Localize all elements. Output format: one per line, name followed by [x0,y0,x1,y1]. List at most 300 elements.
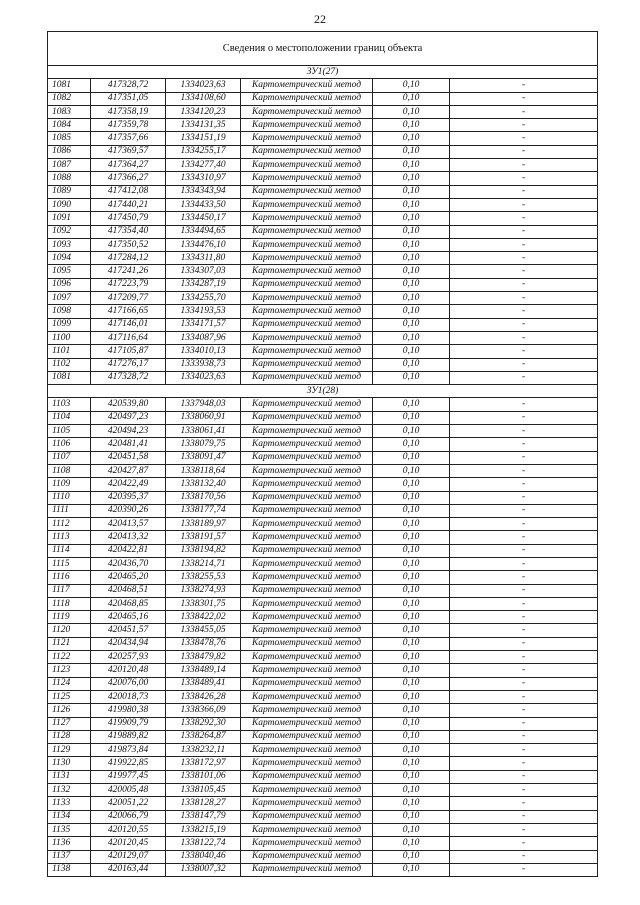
x-coordinate-cell: 419977,45 [91,770,166,783]
section-header-row [48,385,598,398]
point-number-cell: 1135 [48,823,91,836]
y-coordinate-cell: 1338189,97 [166,518,241,531]
table-row [48,863,598,876]
description-cell: - [450,358,598,371]
description-cell: - [450,690,598,703]
method-cell: Картометрический метод [241,265,373,278]
table-row [48,79,598,92]
precision-cell: 0,10 [373,597,450,610]
point-number-cell: 1099 [48,318,91,331]
point-number-cell: 1124 [48,677,91,690]
precision-cell: 0,10 [373,358,450,371]
x-coordinate-cell: 417364,27 [91,159,166,172]
method-cell: Картометрический метод [241,371,373,384]
x-coordinate-cell: 420413,57 [91,518,166,531]
x-coordinate-cell: 417366,27 [91,172,166,185]
precision-cell: 0,10 [373,837,450,850]
point-number-cell: 1127 [48,717,91,730]
point-number-cell: 1138 [48,863,91,876]
x-coordinate-cell: 420539,80 [91,398,166,411]
method-cell: Картометрический метод [241,92,373,105]
method-cell: Картометрический метод [241,331,373,344]
method-cell: Картометрический метод [241,704,373,717]
description-cell: - [450,278,598,291]
table-row [48,172,598,185]
x-coordinate-cell: 420427,87 [91,464,166,477]
point-number-cell: 1108 [48,464,91,477]
point-number-cell: 1094 [48,252,91,265]
section-header-row [48,66,598,79]
point-number-cell: 1117 [48,584,91,597]
description-cell: - [450,398,598,411]
precision-cell: 0,10 [373,744,450,757]
precision-cell: 0,10 [373,611,450,624]
precision-cell: 0,10 [373,478,450,491]
point-number-cell: 1107 [48,451,91,464]
x-coordinate-cell: 420129,07 [91,850,166,863]
method-cell: Картометрический метод [241,664,373,677]
x-coordinate-cell: 417351,05 [91,92,166,105]
method-cell: Картометрический метод [241,464,373,477]
method-cell: Картометрический метод [241,784,373,797]
precision-cell: 0,10 [373,464,450,477]
description-cell: - [450,225,598,238]
x-coordinate-cell: 417369,57 [91,145,166,158]
y-coordinate-cell: 1338091,47 [166,451,241,464]
table-row [48,132,598,145]
table-row [48,770,598,783]
y-coordinate-cell: 1338255,53 [166,571,241,584]
x-coordinate-cell: 419889,82 [91,730,166,743]
y-coordinate-cell: 1338292,30 [166,717,241,730]
precision-cell: 0,10 [373,863,450,876]
description-cell: - [450,611,598,624]
x-coordinate-cell: 420422,49 [91,478,166,491]
table-row [48,371,598,384]
point-number-cell: 1087 [48,159,91,172]
table-row [48,837,598,850]
method-cell: Картометрический метод [241,145,373,158]
x-coordinate-cell: 420018,73 [91,690,166,703]
table-row [48,810,598,823]
point-number-cell: 1082 [48,92,91,105]
y-coordinate-cell: 1338214,71 [166,557,241,570]
table-row [48,212,598,225]
method-cell: Картометрический метод [241,823,373,836]
method-cell: Картометрический метод [241,690,373,703]
y-coordinate-cell: 1334494,65 [166,225,241,238]
precision-cell: 0,10 [373,624,450,637]
point-number-cell: 1137 [48,850,91,863]
table-row [48,305,598,318]
x-coordinate-cell: 420468,85 [91,597,166,610]
precision-cell: 0,10 [373,451,450,464]
point-number-cell: 1115 [48,557,91,570]
method-cell: Картометрический метод [241,119,373,132]
description-cell: - [450,491,598,504]
x-coordinate-cell: 419873,84 [91,744,166,757]
point-number-cell: 1102 [48,358,91,371]
x-coordinate-cell: 417412,08 [91,185,166,198]
x-coordinate-cell: 420395,37 [91,491,166,504]
precision-cell: 0,10 [373,504,450,517]
y-coordinate-cell: 1338040,46 [166,850,241,863]
point-number-cell: 1097 [48,292,91,305]
y-coordinate-cell: 1338232,11 [166,744,241,757]
method-cell: Картометрический метод [241,611,373,624]
precision-cell: 0,10 [373,119,450,132]
y-coordinate-cell: 1334476,10 [166,238,241,251]
x-coordinate-cell: 420468,51 [91,584,166,597]
table-body [48,32,598,877]
point-number-cell: 1130 [48,757,91,770]
description-cell: - [450,159,598,172]
method-cell: Картометрический метод [241,425,373,438]
method-cell: Картометрический метод [241,850,373,863]
x-coordinate-cell: 419980,38 [91,704,166,717]
description-cell: - [450,637,598,650]
description-cell: - [450,770,598,783]
point-number-cell: 1116 [48,571,91,584]
table-row [48,637,598,650]
point-number-cell: 1120 [48,624,91,637]
boundary-table [47,31,598,877]
x-coordinate-cell: 420436,70 [91,557,166,570]
x-coordinate-cell: 420413,32 [91,531,166,544]
method-cell: Картометрический метод [241,292,373,305]
point-number-cell: 1121 [48,637,91,650]
x-coordinate-cell: 420051,22 [91,797,166,810]
table-row [48,850,598,863]
x-coordinate-cell: 420465,16 [91,611,166,624]
table-row [48,744,598,757]
table-row [48,345,598,358]
table-row [48,677,598,690]
table-row [48,797,598,810]
y-coordinate-cell: 1338118,64 [166,464,241,477]
table-row [48,238,598,251]
x-coordinate-cell: 417350,52 [91,238,166,251]
y-coordinate-cell: 1334010,13 [166,345,241,358]
point-number-cell: 1089 [48,185,91,198]
method-cell: Картометрический метод [241,651,373,664]
x-coordinate-cell: 417284,12 [91,252,166,265]
precision-cell: 0,10 [373,331,450,344]
boundary-table-container [47,31,597,877]
table-row [48,105,598,118]
precision-cell: 0,10 [373,730,450,743]
precision-cell: 0,10 [373,79,450,92]
x-coordinate-cell: 417440,21 [91,198,166,211]
y-coordinate-cell: 1334433,50 [166,198,241,211]
description-cell: - [450,132,598,145]
description-cell: - [450,464,598,477]
precision-cell: 0,10 [373,398,450,411]
description-cell: - [450,651,598,664]
y-coordinate-cell: 1334255,70 [166,292,241,305]
table-row [48,757,598,770]
table-row [48,318,598,331]
table-row [48,690,598,703]
x-coordinate-cell: 420422,81 [91,544,166,557]
description-cell: - [450,411,598,424]
method-cell: Картометрический метод [241,837,373,850]
table-row [48,717,598,730]
precision-cell: 0,10 [373,823,450,836]
y-coordinate-cell: 1338079,75 [166,438,241,451]
precision-cell: 0,10 [373,105,450,118]
precision-cell: 0,10 [373,677,450,690]
method-cell: Картометрический метод [241,278,373,291]
description-cell: - [450,145,598,158]
description-cell: - [450,212,598,225]
precision-cell: 0,10 [373,292,450,305]
description-cell: - [450,478,598,491]
precision-cell: 0,10 [373,637,450,650]
precision-cell: 0,10 [373,265,450,278]
point-number-cell: 1112 [48,518,91,531]
table-row [48,198,598,211]
description-cell: - [450,238,598,251]
point-number-cell: 1133 [48,797,91,810]
x-coordinate-cell: 420005,48 [91,784,166,797]
point-number-cell: 1129 [48,744,91,757]
table-row [48,478,598,491]
y-coordinate-cell: 1338455,05 [166,624,241,637]
precision-cell: 0,10 [373,212,450,225]
title-row [48,32,598,66]
y-coordinate-cell: 1334287,19 [166,278,241,291]
y-coordinate-cell: 1338426,28 [166,690,241,703]
section-label: ЗУ1(28) [48,385,598,398]
table-row [48,784,598,797]
x-coordinate-cell: 417357,66 [91,132,166,145]
precision-cell: 0,10 [373,172,450,185]
precision-cell: 0,10 [373,544,450,557]
y-coordinate-cell: 1334277,40 [166,159,241,172]
x-coordinate-cell: 417223,79 [91,278,166,291]
description-cell: - [450,810,598,823]
table-row [48,358,598,371]
point-number-cell: 1134 [48,810,91,823]
point-number-cell: 1091 [48,212,91,225]
precision-cell: 0,10 [373,252,450,265]
x-coordinate-cell: 420066,79 [91,810,166,823]
precision-cell: 0,10 [373,132,450,145]
point-number-cell: 1084 [48,119,91,132]
x-coordinate-cell: 420497,23 [91,411,166,424]
section-label: ЗУ1(27) [48,66,598,79]
table-row [48,119,598,132]
precision-cell: 0,10 [373,784,450,797]
x-coordinate-cell: 420390,26 [91,504,166,517]
table-row [48,185,598,198]
table-row [48,730,598,743]
y-coordinate-cell: 1334120,23 [166,105,241,118]
point-number-cell: 1132 [48,784,91,797]
method-cell: Картометрический метод [241,438,373,451]
table-row [48,159,598,172]
point-number-cell: 1092 [48,225,91,238]
point-number-cell: 1111 [48,504,91,517]
precision-cell: 0,10 [373,717,450,730]
table-row [48,664,598,677]
method-cell: Картометрический метод [241,504,373,517]
y-coordinate-cell: 1333938,73 [166,358,241,371]
point-number-cell: 1136 [48,837,91,850]
precision-cell: 0,10 [373,425,450,438]
y-coordinate-cell: 1338264,87 [166,730,241,743]
point-number-cell: 1081 [48,79,91,92]
method-cell: Картометрический метод [241,863,373,876]
description-cell: - [450,318,598,331]
table-row [48,823,598,836]
table-row [48,411,598,424]
description-cell: - [450,252,598,265]
table-row [48,504,598,517]
precision-cell: 0,10 [373,584,450,597]
method-cell: Картометрический метод [241,478,373,491]
precision-cell: 0,10 [373,438,450,451]
table-title: Сведения о местоположении границ объекта [48,32,598,66]
description-cell: - [450,571,598,584]
x-coordinate-cell: 417105,87 [91,345,166,358]
description-cell: - [450,744,598,757]
x-coordinate-cell: 420257,93 [91,651,166,664]
table-row [48,92,598,105]
y-coordinate-cell: 1338172,97 [166,757,241,770]
precision-cell: 0,10 [373,557,450,570]
description-cell: - [450,265,598,278]
description-cell: - [450,704,598,717]
table-row [48,278,598,291]
point-number-cell: 1098 [48,305,91,318]
x-coordinate-cell: 420120,55 [91,823,166,836]
method-cell: Картометрический метод [241,79,373,92]
x-coordinate-cell: 417116,64 [91,331,166,344]
x-coordinate-cell: 420120,45 [91,837,166,850]
method-cell: Картометрический метод [241,518,373,531]
precision-cell: 0,10 [373,664,450,677]
description-cell: - [450,863,598,876]
x-coordinate-cell: 417328,72 [91,79,166,92]
x-coordinate-cell: 417450,79 [91,212,166,225]
method-cell: Картометрический метод [241,172,373,185]
point-number-cell: 1095 [48,265,91,278]
table-row [48,438,598,451]
precision-cell: 0,10 [373,318,450,331]
y-coordinate-cell: 1334108,60 [166,92,241,105]
y-coordinate-cell: 1338122,74 [166,837,241,850]
method-cell: Картометрический метод [241,451,373,464]
description-cell: - [450,784,598,797]
y-coordinate-cell: 1338191,57 [166,531,241,544]
description-cell: - [450,79,598,92]
y-coordinate-cell: 1337948,03 [166,398,241,411]
description-cell: - [450,730,598,743]
point-number-cell: 1105 [48,425,91,438]
x-coordinate-cell: 420494,23 [91,425,166,438]
y-coordinate-cell: 1338215,19 [166,823,241,836]
x-coordinate-cell: 420451,57 [91,624,166,637]
description-cell: - [450,504,598,517]
precision-cell: 0,10 [373,850,450,863]
y-coordinate-cell: 1334311,80 [166,252,241,265]
x-coordinate-cell: 417241,26 [91,265,166,278]
x-coordinate-cell: 420451,58 [91,451,166,464]
description-cell: - [450,850,598,863]
precision-cell: 0,10 [373,571,450,584]
method-cell: Картометрический метод [241,531,373,544]
y-coordinate-cell: 1338132,40 [166,478,241,491]
precision-cell: 0,10 [373,278,450,291]
method-cell: Картометрический метод [241,544,373,557]
description-cell: - [450,531,598,544]
description-cell: - [450,584,598,597]
y-coordinate-cell: 1338194,82 [166,544,241,557]
table-row [48,451,598,464]
y-coordinate-cell: 1334343,94 [166,185,241,198]
method-cell: Картометрический метод [241,345,373,358]
y-coordinate-cell: 1334087,96 [166,331,241,344]
table-row [48,225,598,238]
method-cell: Картометрический метод [241,730,373,743]
point-number-cell: 1122 [48,651,91,664]
point-number-cell: 1125 [48,690,91,703]
method-cell: Картометрический метод [241,797,373,810]
precision-cell: 0,10 [373,810,450,823]
y-coordinate-cell: 1334310,97 [166,172,241,185]
y-coordinate-cell: 1338101,06 [166,770,241,783]
method-cell: Картометрический метод [241,637,373,650]
table-row [48,704,598,717]
method-cell: Картометрический метод [241,717,373,730]
y-coordinate-cell: 1338489,14 [166,664,241,677]
method-cell: Картометрический метод [241,491,373,504]
method-cell: Картометрический метод [241,677,373,690]
method-cell: Картометрический метод [241,411,373,424]
description-cell: - [450,198,598,211]
y-coordinate-cell: 1338128,27 [166,797,241,810]
x-coordinate-cell: 417209,77 [91,292,166,305]
y-coordinate-cell: 1334255,17 [166,145,241,158]
table-row [48,425,598,438]
y-coordinate-cell: 1338274,93 [166,584,241,597]
method-cell: Картометрический метод [241,398,373,411]
point-number-cell: 1085 [48,132,91,145]
precision-cell: 0,10 [373,531,450,544]
precision-cell: 0,10 [373,491,450,504]
table-row [48,624,598,637]
precision-cell: 0,10 [373,145,450,158]
description-cell: - [450,172,598,185]
precision-cell: 0,10 [373,690,450,703]
y-coordinate-cell: 1338366,09 [166,704,241,717]
point-number-cell: 1114 [48,544,91,557]
precision-cell: 0,10 [373,159,450,172]
point-number-cell: 1096 [48,278,91,291]
point-number-cell: 1101 [48,345,91,358]
precision-cell: 0,10 [373,518,450,531]
x-coordinate-cell: 420434,94 [91,637,166,650]
x-coordinate-cell: 420481,41 [91,438,166,451]
precision-cell: 0,10 [373,345,450,358]
description-cell: - [450,331,598,344]
method-cell: Картометрический метод [241,810,373,823]
x-coordinate-cell: 417166,65 [91,305,166,318]
method-cell: Картометрический метод [241,238,373,251]
y-coordinate-cell: 1338105,45 [166,784,241,797]
